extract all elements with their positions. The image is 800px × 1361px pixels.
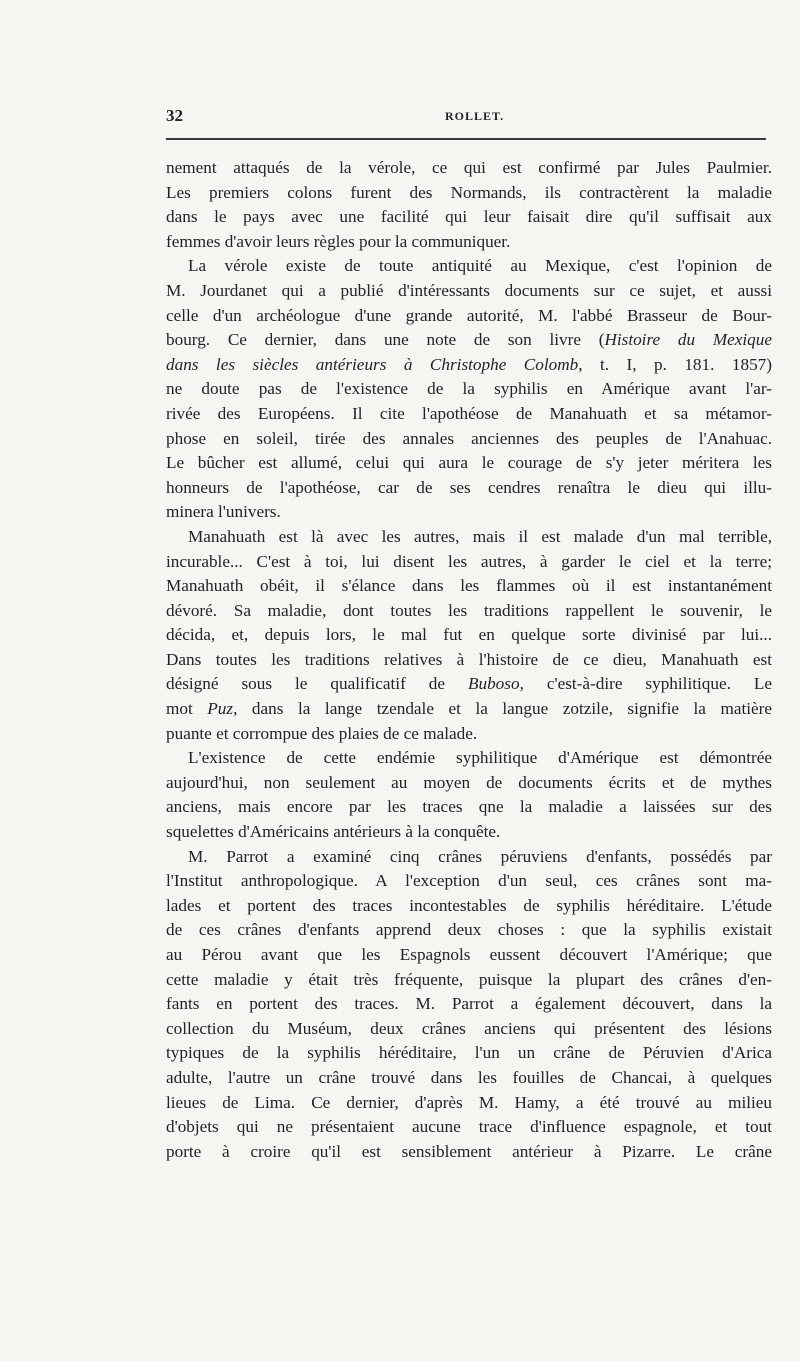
text-line: l'Institut anthropologique. A l'exception d'un seul, ces crânes sont ma- <box>166 871 772 891</box>
text-line: fants en portent des traces. M. Parrot a également découvert, dans la <box>166 994 772 1014</box>
book-title-italic: Histoire du Mexique <box>604 330 772 350</box>
text-line: dévoré. Sa maladie, dont toutes les traditions rappellent le souvenir, le <box>166 600 772 620</box>
text-line: aujourd'hui, non seulement au moyen de documents écrits et de mythes <box>166 772 772 792</box>
text-line: Dans toutes les traditions relatives à l'histoire de ce dieu, Manahuath est <box>166 649 772 669</box>
text-run: mot <box>166 699 208 719</box>
page-number: 32 <box>166 106 183 125</box>
text-run: bourg. Ce dernier, dans une note de son livre ( <box>166 330 605 350</box>
text-line <box>166 328 772 353</box>
body-text <box>166 156 772 1164</box>
text-line: collection du Muséum, deux crânes anciens qui présentent des lésions <box>166 1018 772 1038</box>
text-line: anciens, mais encore par les traces qne la maladie a laissées sur des <box>166 797 772 817</box>
book-title-italic: dans les siècles antérieurs à Christophe Colomb <box>166 354 579 374</box>
text-line: Manahuath est là avec les autres, mais il est malade d'un mal terrible, <box>188 526 772 546</box>
text-line: celle d'un archéologue d'une grande autorité, M. l'abbé Brasseur de Bour- <box>166 305 772 325</box>
text-line: Les premiers colons furent des Normands, ils contractèrent la maladie <box>166 182 772 202</box>
text-line: squelettes d'Américains antérieurs à la conquête. <box>166 822 501 842</box>
text-line: porte à croire qu'il est sensiblement antérieur à Pizarre. Le crâne <box>166 1141 772 1161</box>
header-rule <box>166 138 766 140</box>
text-line: dans le pays avec une facilité qui leur faisait dire qu'il suffisait aux <box>166 207 772 227</box>
text-line: nement attaqués de la vérole, ce qui est confirmé par Jules Paulmier. <box>166 158 772 177</box>
text-line: femmes d'avoir leurs règles pour la communiquer. <box>166 231 511 251</box>
text-line: adulte, l'autre un crâne trouvé dans les fouilles de Chancai, à quelques <box>166 1067 772 1087</box>
text-line <box>166 353 772 378</box>
text-line: rivée des Européens. Il cite l'apothéose de Manahuath et sa métamor- <box>166 403 772 423</box>
page-header <box>166 106 766 128</box>
text-run: , t. I, p. 181. 1857) <box>578 354 772 374</box>
text-line: honneurs de l'apothéose, car de ses cendres renaîtra le dieu qui illu- <box>166 477 772 497</box>
text-line: La vérole existe de toute antiquité au Mexique, c'est l'opinion de <box>188 256 772 276</box>
text-line: M. Jourdanet qui a publié d'intéressants documents sur ce sujet, et aussi <box>166 280 772 300</box>
text-line: au Pérou avant que les Espagnols eussent découvert l'Amérique; que <box>166 945 772 964</box>
text-line <box>166 672 772 697</box>
text-run: désigné sous le qualificatif de <box>166 674 468 694</box>
text-run: , dans la lange tzendale et la langue zotzile, signifie la matière <box>233 699 772 719</box>
text-line: typiques de la syphilis héréditaire, l'un un crâne de Péruvien d'Arica <box>166 1043 772 1063</box>
text-line: Manahuath obéit, il s'élance dans les flammes où il est instantanément <box>166 576 772 596</box>
text-line: L'existence de cette endémie syphilitique d'Amérique est démontrée <box>188 748 772 768</box>
text-line: lieues de Lima. Ce dernier, d'après M. Hamy, a été trouvé au milieu <box>166 1092 772 1112</box>
text-line: puante et corrompue des plaies de ce malade. <box>166 723 478 743</box>
text-line: d'objets qui ne présentaient aucune trace d'influence espagnole, et tout <box>166 1117 772 1137</box>
text-line: de ces crânes d'enfants apprend deux choses : que la syphilis existait <box>166 920 772 940</box>
text-run: , c'est-à-dire syphilitique. Le <box>519 674 772 694</box>
text-line: incurable... C'est à toi, lui disent les autres, à garder le ciel et la terre; <box>166 551 772 571</box>
text-line <box>166 697 772 722</box>
text-line: lades et portent des traces incontestables de syphilis héréditaire. L'étude <box>166 895 772 915</box>
text-line: minera l'univers. <box>166 502 281 522</box>
text-line: M. Parrot a examiné cinq crânes péruviens d'enfants, possédés par <box>188 846 772 866</box>
text-line: cette maladie y était très fréquente, puisque la plupart des crânes d'en- <box>166 969 772 989</box>
text-line: ne doute pas de l'existence de la syphilis en Amérique avant l'ar- <box>166 379 772 399</box>
running-head: ROLLET. <box>445 109 505 123</box>
text-line: décida, et, depuis lors, le mal fut en quelque sorte divinisé par lui... <box>166 625 772 645</box>
italic-term: Buboso <box>468 674 520 694</box>
text-line: phose en soleil, tirée des annales anciennes des peuples de l'Anahuac. <box>166 428 772 448</box>
italic-term: Puz <box>207 699 234 719</box>
text-line: Le bûcher est allumé, celui qui aura le courage de s'y jeter méritera les <box>166 453 772 473</box>
